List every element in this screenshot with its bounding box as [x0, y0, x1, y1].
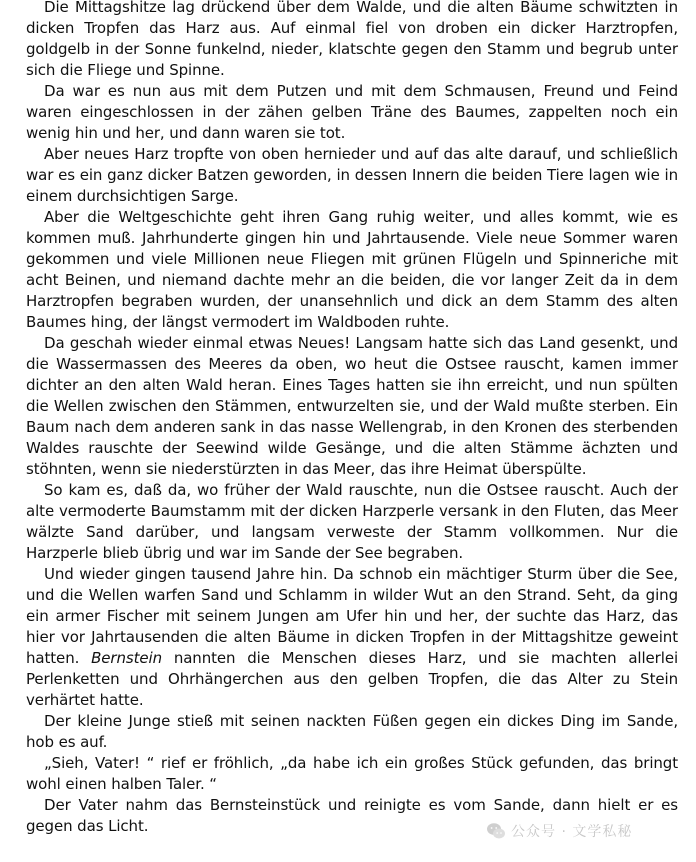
paragraph-text: Und wieder gingen tausend Jahre hin. Da schnob ein mächtiger Sturm über die See, und die Wellen warfen Sand und Schlamm in wilder Wut an den Strand. Seht, da ging ein armer Fischer mit seinem Jungen am Ufer hin und her, der suchte das Harz, das hier vor Jahrtausenden die alten Bäume in dicken Tropfen in der Mittagshitze geweint hatten. — [26, 565, 678, 667]
paragraph: Da geschah wieder einmal etwas Neues! Langsam hatte sich das Land gesenkt, und die Wassermassen des Meeres da oben, wo heut die Ostsee rauscht, kamen immer dichter an den alten Wald heran. Eines Tages hatten sie ihn erreicht, und nun spülten die Wellen zwischen den Stämmen, entwurzelten sie, und der Wald mußte sterben. Ein Baum nach dem anderen sank in das nasse Wellengrab, in den Kronen des sterbenden Waldes rauschte der Seewind wilde Gesänge, und die alten Stämme ächzten und stöhnten, wenn sie niederstürzten in das Meer, das ihre Heimat überspülte. — [26, 334, 678, 478]
paragraph: Der kleine Junge stieß mit seinen nackten Füßen gegen ein dickes Ding im Sande, hob es auf. — [26, 712, 678, 751]
paragraph-text: nannten die Menschen dieses Harz, und sie machten allerlei Perlenketten und Ohrhängerchen aus den gelben Tropfen, die das Alter zu Stein verhärtet hatte. — [26, 649, 679, 709]
paragraph: So kam es, daß da, wo früher der Wald rauschte, nun die Ostsee rauscht. Auch der alte vermoderte Baumstamm mit der dicken Harzperle versank in den Fluten, das Meer wälzte Sand darüber, und langsam verweste der Stamm vollkommen. Nur die Harzperle blieb übrig und war im Sande der See begraben. — [26, 481, 678, 562]
paragraph: „Sieh, Vater! “ rief er fröhlich, „da habe ich ein großes Stück gefunden, das bringt wohl einen halben Taler. “ — [26, 754, 678, 793]
watermark-text: 公众号 · 文学私秘 — [511, 824, 633, 840]
paragraph: Da war es nun aus mit dem Putzen und mit dem Schmausen, Freund und Feind waren eingeschlossen in der zähen gelben Träne des Baumes, zappelten noch ein wenig hin und her, und dann waren sie tot. — [26, 82, 678, 142]
paragraph: Aber die Weltgeschichte geht ihren Gang ruhig weiter, und alles kommt, wie es kommen muß. Jahrhunderte gingen hin und Jahrtausende. Viele neue Sommer waren gekommen und viele Millionen neue Fliegen mit grünen Flügeln und Spinneriche mit acht Beinen, und niemand dachte mehr an die beiden, die vor langer Zeit da in dem Harztropfen begraben wurden, der unansehnlich und dick an dem Stamm des alten Baumes hing, der längst vermodert im Waldboden ruhte. — [26, 208, 678, 331]
document-page — [26, 0, 678, 837]
paragraph: Der Vater nahm das Bernsteinstück und reinigte es vom Sande, dann hielt er es gegen das Licht. — [26, 796, 678, 835]
paragraph — [26, 564, 678, 711]
emphasis-term: Bernstein — [91, 649, 162, 667]
paragraph: Die Mittagshitze lag drückend über dem Walde, und die alten Bäume schwitzten in dicken Tropfen das Harz aus. Auf einmal fiel von droben ein dicker Harztropfen, goldgelb in der Sonne funkelnd, nieder, klatschte gegen den Stamm und begrub unter sich die Fliege und Spinne. — [26, 0, 678, 79]
paragraph: Aber neues Harz tropfte von oben hernieder und auf das alte darauf, und schließlich war es ein ganz dicker Batzen geworden, in dessen Innern die beiden Tiere lagen wie in einem durchsichtigen Sarge. — [26, 145, 678, 205]
